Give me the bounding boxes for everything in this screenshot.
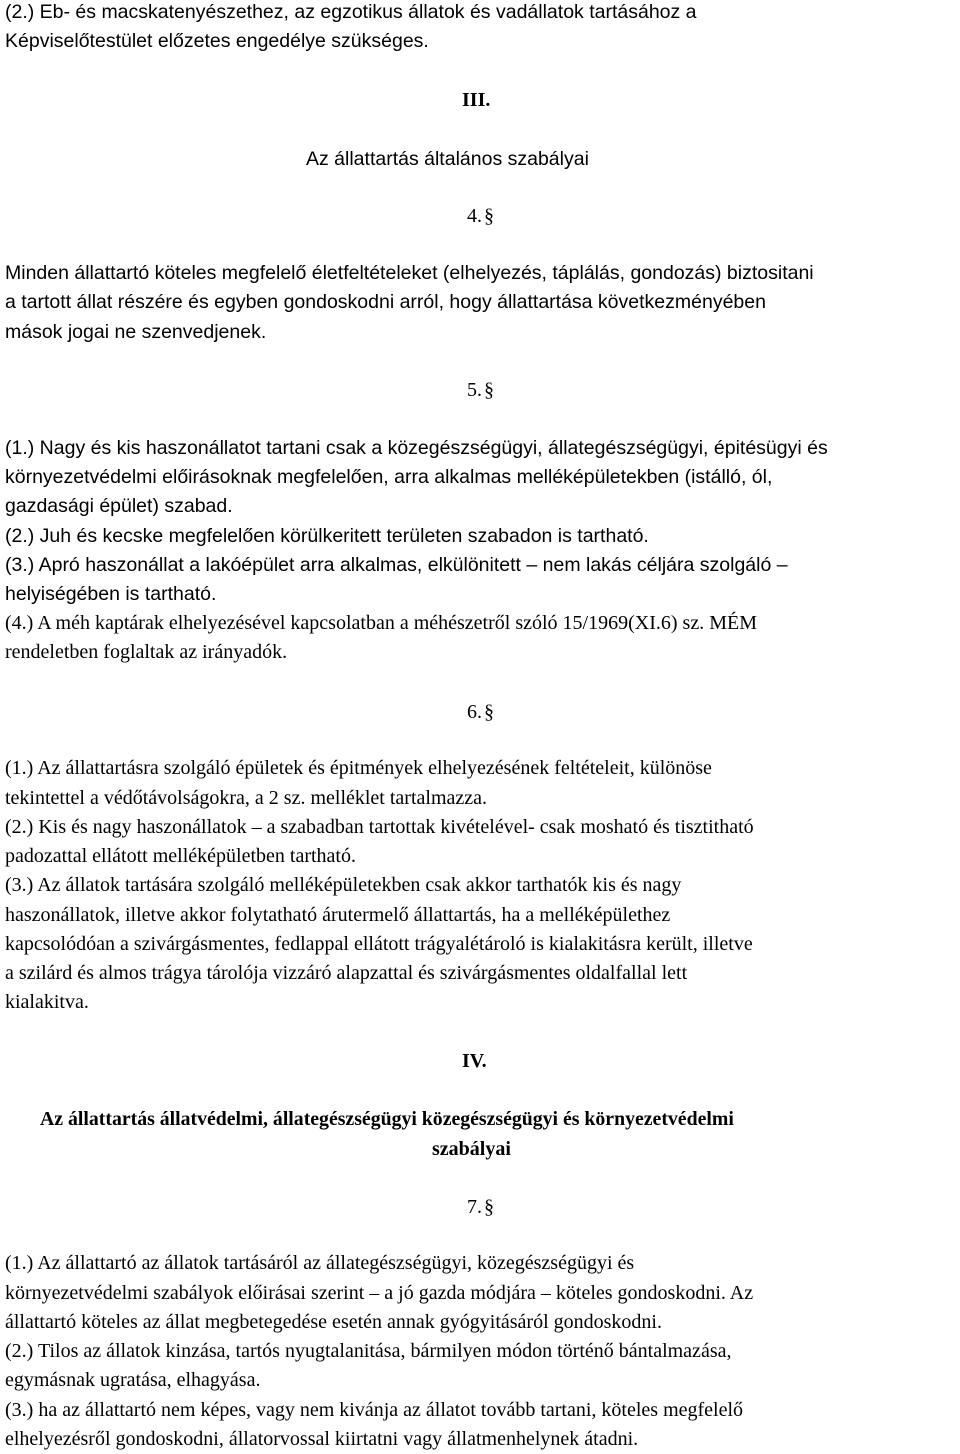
section-line: környezetvédelmi előirásoknak megfelelően, arra alkalmas melléképületekben (istálló, ól,	[5, 466, 773, 488]
section-line: (3.) ha az állattartó nem képes, vagy nem kivánja az állatot tovább tartani, köteles megfelelő	[5, 1399, 744, 1421]
section-line: kapcsolódóan a szivárgásmentes, fedlappal ellátott trágyalétároló is kialakitásra került, illetve	[5, 933, 753, 955]
section-line: Minden állattartó köteles megfelelő életfeltételeket (elhelyezés, táplálás, gondozás) biztositani	[5, 262, 814, 284]
section-line: kialakitva.	[5, 991, 89, 1013]
section-heading: 7. §	[467, 1196, 494, 1218]
section-line: tekintettel a védőtávolságokra, a 2 sz. melléklet tartalmazza.	[5, 787, 488, 809]
chapter-title: Az állattartás állatvédelmi, állategészségügyi közegészségügyi és környezetvédelmi	[40, 1108, 734, 1130]
section-line: (3.) Apró haszonállat a lakóépület arra alkalmas, elkülönitett – nem lakás céljára szolgáló –	[5, 554, 788, 576]
section-line: padozattal ellátott melléképületben tartható.	[5, 845, 356, 867]
section-line: a tartott állat részére és egyben gondoskodni arról, hogy állattartása következményében	[5, 291, 766, 313]
section-line: elhelyezésről gondoskodni, állatorvossal kiirtatni vagy állatmenhelynek átadni.	[5, 1428, 639, 1450]
chapter-number: III.	[462, 89, 491, 111]
section-line: (3.) Az állatok tartására szolgáló melléképületekben csak akkor tarthatók kis és nagy	[5, 874, 682, 896]
section-heading: 6. §	[467, 701, 494, 723]
section-heading: 5. §	[467, 379, 494, 401]
paragraph-line: (2.) Eb- és macskatenyészethez, az egzotikus állatok és vadállatok tartásához a	[5, 1, 697, 23]
section-line: (1.) Az állattartó az állatok tartásáról az állategészségügyi, közegészségügyi és	[5, 1252, 635, 1274]
section-line: (2.) Juh és kecske megfelelően körülkeritett területen szabadon is tartható.	[5, 525, 649, 547]
section-line: helyiségében is tartható.	[5, 583, 217, 605]
paragraph-line: Képviselőtestület előzetes engedélye szükséges.	[5, 30, 429, 52]
chapter-title: Az állattartás általános szabályai	[306, 148, 589, 170]
section-line: (1.) Nagy és kis haszonállatot tartani csak a közegészségügyi, állategészségügyi, épitésügyi és	[5, 437, 828, 459]
section-line: gazdasági épület) szabad.	[5, 495, 233, 517]
section-line: mások jogai ne szenvedjenek.	[5, 321, 267, 343]
section-line: rendeletben foglaltak az irányadók.	[5, 641, 288, 663]
chapter-number: IV.	[462, 1050, 487, 1072]
section-line: egymásnak ugratása, elhagyása.	[5, 1369, 261, 1391]
section-line: állattartó köteles az állat megbetegedése esetén annak gyógyitásáról gondoskodni.	[5, 1311, 662, 1333]
section-line: (2.) Kis és nagy haszonállatok – a szabadban tartottak kivételével- csak mosható és tisztitható	[5, 816, 754, 838]
section-heading: 4. §	[467, 205, 494, 227]
chapter-title: szabályai	[432, 1138, 511, 1160]
section-line: haszonállatok, illetve akkor folytatható árutermelő állattartás, ha a melléképülethez	[5, 904, 671, 926]
section-line: környezetvédelmi szabályok előirásai szerint – a jó gazda módjára – köteles gondoskodni. Az	[5, 1282, 754, 1304]
section-line: (1.) Az állattartásra szolgáló épületek és épitmények elhelyezésének feltételeit, különöse	[5, 757, 712, 779]
section-line: a szilárd és almos trágya tárolója vizzáró alapzattal és szivárgásmentes oldalfallal lett	[5, 962, 688, 984]
section-line: (4.) A méh kaptárak elhelyezésével kapcsolatban a méhészetről szóló 15/1969(XI.6) sz. MÉM	[5, 612, 757, 634]
section-line: (2.) Tilos az állatok kinzása, tartós nyugtalanitása, bármilyen módon történő bántalmazása,	[5, 1340, 732, 1362]
